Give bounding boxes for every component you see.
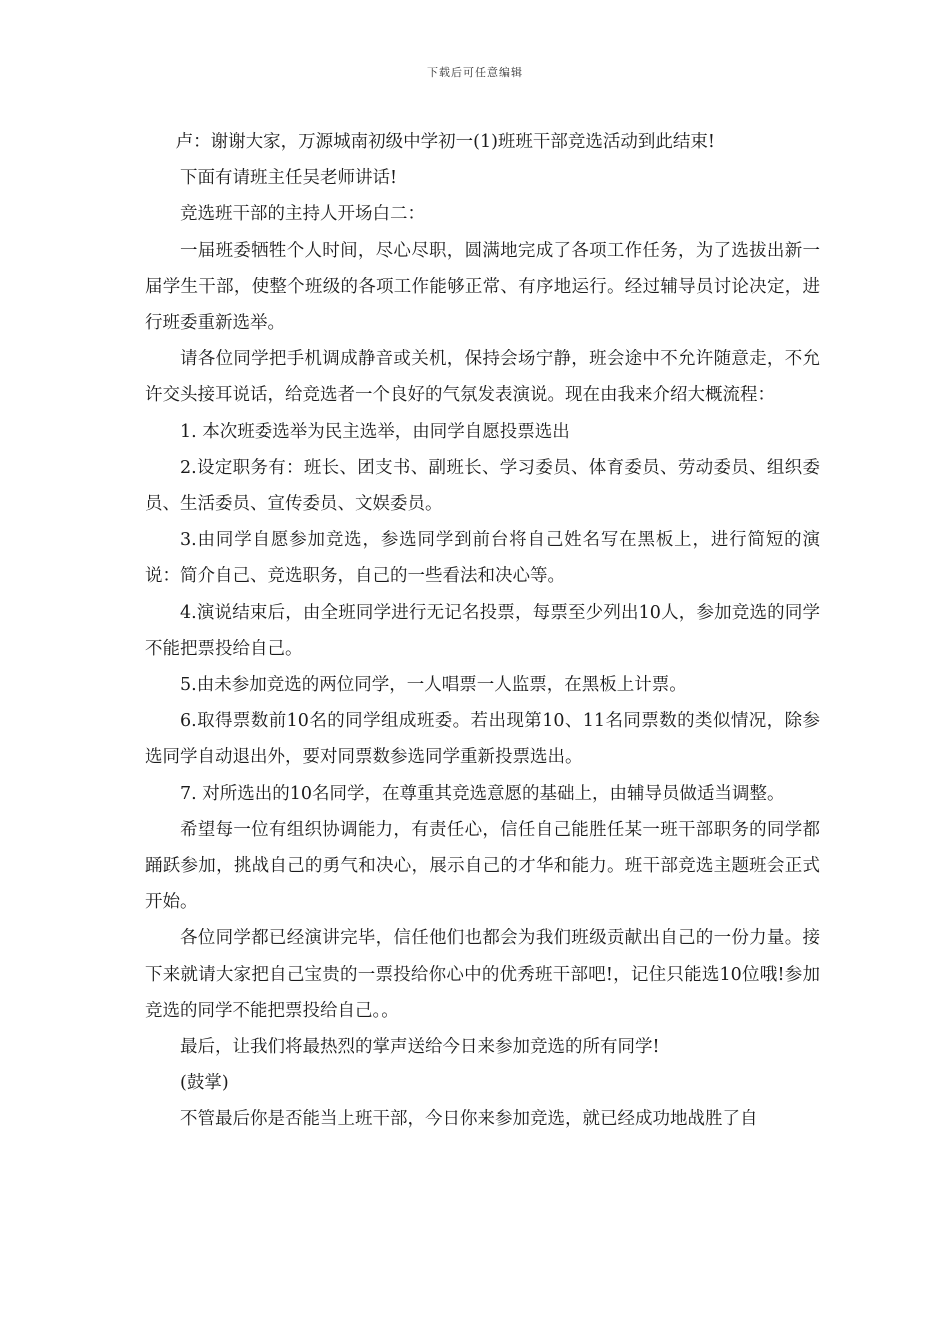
list-item: 7. 对所选出的10名同学，在尊重其竞选意愿的基础上，由辅导员做适当调整。: [180, 783, 785, 804]
paragraph: (鼓掌): [180, 1073, 229, 1094]
paragraph: 不管最后你是否能当上班干部，今日你来参加竞选，就已经成功地战胜了自: [180, 1109, 758, 1130]
paragraph: 竞选班干部的主持人开场白二：: [180, 204, 425, 225]
paragraph: 下面有请班主任吴老师讲话!: [180, 168, 398, 189]
paragraph: 一届班委牺牲个人时间，尽心尽职，圆满地完成了各项工作任务，为了选拔出新一届学生干部，使整个班级的各项工作能够正常、有序地运行。经过辅导员讨论决定，进行班委重新选举。: [145, 240, 820, 334]
list-item: 1. 本次班委选举为民主选举，由同学自愿投票选出: [180, 421, 570, 442]
paragraph: 希望每一位有组织协调能力，有责任心，信任自己能胜任某一班干部职务的同学都踊跃参加，挑战自己的勇气和决心，展示自己的才华和能力。班干部竞选主题班会正式开始。: [145, 819, 820, 913]
paragraph: 请各位同学把手机调成静音或关机，保持会场宁静，班会途中不允许随意走，不允许交头接耳说话，给竞选者一个良好的气氛发表演说。现在由我来介绍大概流程：: [145, 349, 820, 406]
paragraph: 卢：谢谢大家，万源城南初级中学初一(1)班班干部竞选活动到此结束!: [175, 132, 715, 152]
list-item: 5.由未参加竞选的两位同学，一人唱票一人监票，在黑板上计票。: [180, 675, 687, 696]
paragraph: 最后，让我们将最热烈的掌声送给今日来参加竞选的所有同学!: [180, 1037, 660, 1058]
page-header: 下载后可任意编辑: [427, 66, 523, 79]
list-item: 4.演说结束后，由全班同学进行无记名投票，每票至少列出10人，参加竞选的同学不能把票投给自己。: [145, 602, 820, 659]
list-item: 3.由同学自愿参加竞选，参选同学到前台将自己姓名写在黑板上，进行简短的演说：简介自己、竞选职务，自己的一些看法和决心等。: [145, 530, 820, 587]
list-item: 2.设定职务有：班长、团支书、副班长、学习委员、体育委员、劳动委员、组织委员、生活委员、宣传委员、文娱委员。: [145, 457, 820, 515]
document-body: [145, 124, 820, 1138]
list-item: 6.取得票数前10名的同学组成班委。若出现第10、11名同票数的类似情况，除参选同学自动退出外，要对同票数参选同学重新投票选出。: [145, 711, 820, 768]
paragraph: 各位同学都已经演讲完毕，信任他们也都会为我们班级贡献出自己的一份力量。接下来就请大家把自己宝贵的一票投给你心中的优秀班干部吧!，记住只能选10位哦!参加竞选的同学不能把票投给自己。。: [145, 928, 820, 1021]
